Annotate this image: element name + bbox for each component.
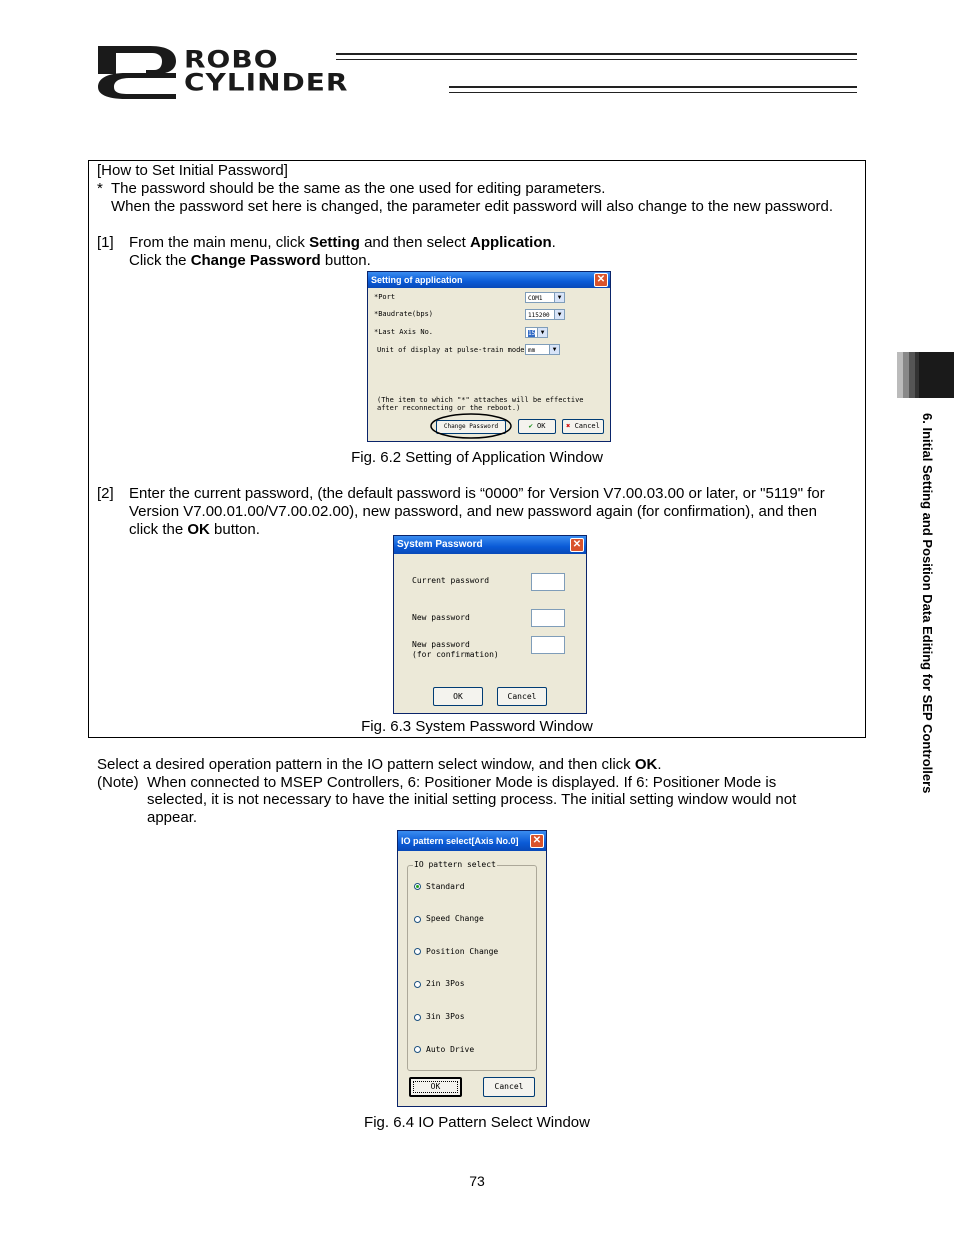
window-title: Setting of application <box>371 275 463 285</box>
side-tab-gradient <box>897 352 919 398</box>
change-password-button[interactable]: Change Password <box>436 420 506 434</box>
select-pattern-paragraph: Select a desired operation pattern in the IO pattern select window, and then click OK. <box>97 756 662 773</box>
step1-line-1: From the main menu, click Setting and then select Application. <box>129 234 556 251</box>
window-titlebar <box>394 536 586 554</box>
effective-note-line-2: after reconnecting or the reboot.) <box>377 404 521 412</box>
note-body-line-3: appear. <box>147 809 198 826</box>
current-password-input[interactable] <box>531 573 565 591</box>
fig-6-3-caption: Fig. 6.3 System Password Window <box>361 718 593 735</box>
last-axis-value: 15 <box>528 330 536 337</box>
note-label: (Note) <box>97 774 139 791</box>
confirm-password-label-2: (for confirmation) <box>412 650 499 659</box>
logo-line-2: CYLINDER <box>184 68 349 97</box>
note-line-1: The password should be the same as the one used for editing parameters. <box>111 180 606 197</box>
x-icon: ✖ <box>566 422 571 430</box>
chevron-down-icon[interactable]: ▼ <box>554 310 564 319</box>
chevron-down-icon[interactable]: ▼ <box>554 293 564 302</box>
confirm-password-input[interactable] <box>531 636 565 654</box>
step1-number: [1] <box>97 234 114 251</box>
window-title: System Password <box>397 539 483 550</box>
option-3in-3pos: 3in 3Pos <box>426 1012 465 1021</box>
window-title: IO pattern select[Axis No.0] <box>401 836 519 846</box>
note-mark: * <box>97 180 103 197</box>
option-standard: Standard <box>426 882 465 891</box>
io-pattern-group <box>407 865 537 1071</box>
header-rule-top <box>336 53 857 60</box>
baudrate-label: *Baudrate(bps) <box>374 310 434 318</box>
close-icon[interactable]: ✕ <box>570 538 584 552</box>
option-auto-drive: Auto Drive <box>426 1045 475 1054</box>
io-pattern-select-window <box>397 830 547 1107</box>
unit-display-value: mm <box>528 347 536 354</box>
close-icon[interactable]: ✕ <box>594 273 608 287</box>
step1-line-2: Click the Change Password button. <box>129 252 371 269</box>
system-password-window <box>393 535 587 714</box>
io-pattern-group-label: IO pattern select <box>414 860 496 869</box>
chevron-down-icon[interactable]: ▼ <box>549 345 559 354</box>
box-heading: [How to Set Initial Password] <box>97 162 288 179</box>
setting-of-application-window <box>367 271 611 442</box>
cancel-button[interactable] <box>562 419 604 434</box>
radio-position-change[interactable] <box>414 948 421 955</box>
confirm-password-label-1: New password <box>412 640 470 649</box>
last-axis-label: *Last Axis No. <box>374 328 434 336</box>
close-icon[interactable]: ✕ <box>530 834 544 848</box>
note-line-2: When the password set here is changed, the parameter edit password will also change to the new password. <box>111 198 834 215</box>
fig-6-4-caption: Fig. 6.4 IO Pattern Select Window <box>364 1114 590 1131</box>
header-rule-bottom <box>449 86 857 93</box>
ok-button[interactable]: OK <box>409 1077 462 1097</box>
baudrate-select[interactable] <box>525 309 565 320</box>
option-2in-3pos: 2in 3Pos <box>426 979 465 988</box>
step2-line-1: Enter the current password, (the default password is “0000” for Version V7.00.03.00 or later, or "5119" for <box>129 485 825 502</box>
new-password-label: New password <box>412 613 470 622</box>
last-axis-select[interactable] <box>525 327 548 338</box>
current-password-label: Current password <box>412 576 490 585</box>
side-tab-block <box>919 352 954 398</box>
ok-button[interactable]: OK <box>433 687 483 706</box>
window-titlebar <box>368 272 610 288</box>
step2-line-3: click the OK button. <box>129 521 260 538</box>
cancel-label: Cancel <box>574 422 600 430</box>
option-speed-change: Speed Change <box>426 914 484 923</box>
logo-wordmark <box>184 45 349 97</box>
unit-display-select[interactable] <box>525 344 560 355</box>
chevron-down-icon[interactable]: ▼ <box>537 328 547 337</box>
check-icon: ✔ <box>528 422 533 430</box>
window-titlebar <box>398 831 546 851</box>
unit-display-label: Unit of display at pulse-train mode <box>377 346 525 354</box>
cancel-button[interactable]: Cancel <box>483 1077 535 1097</box>
effective-note-line-1: (The item to which "*" attaches will be effective <box>377 396 584 404</box>
port-select[interactable] <box>525 292 565 303</box>
radio-standard[interactable] <box>414 883 421 890</box>
new-password-input[interactable] <box>531 609 565 627</box>
port-value: COM1 <box>528 295 543 302</box>
highlight-ellipse <box>429 412 513 440</box>
ok-button[interactable] <box>518 419 556 434</box>
page-number: 73 <box>469 1173 485 1189</box>
step2-number: [2] <box>97 485 114 502</box>
fig-6-2-caption: Fig. 6.2 Setting of Application Window <box>351 449 603 466</box>
note-body-line-1: When connected to MSEP Controllers, 6: Positioner Mode is displayed. If 6: Positioner Mode is <box>147 774 777 791</box>
cancel-button[interactable]: Cancel <box>497 687 547 706</box>
radio-3in-3pos[interactable] <box>414 1014 421 1021</box>
rc-logo-mark <box>96 44 178 100</box>
option-position-change: Position Change <box>426 947 499 956</box>
step2-line-2: Version V7.00.01.00/V7.00.02.00), new password, and new password again (for confirmation), and then <box>129 503 817 520</box>
logo-line-1: ROBO <box>184 45 279 74</box>
radio-2in-3pos[interactable] <box>414 981 421 988</box>
radio-speed-change[interactable] <box>414 916 421 923</box>
baudrate-value: 115200 <box>528 312 550 319</box>
port-label: *Port <box>374 293 396 301</box>
radio-auto-drive[interactable] <box>414 1046 421 1053</box>
note-body-line-2: selected, it is not necessary to have the initial setting process. The initial setting window would not <box>147 791 797 808</box>
ok-label: OK <box>537 422 546 430</box>
side-tab-label: 6. Initial Setting and Position Data Editing for SEP Controllers <box>920 413 935 794</box>
